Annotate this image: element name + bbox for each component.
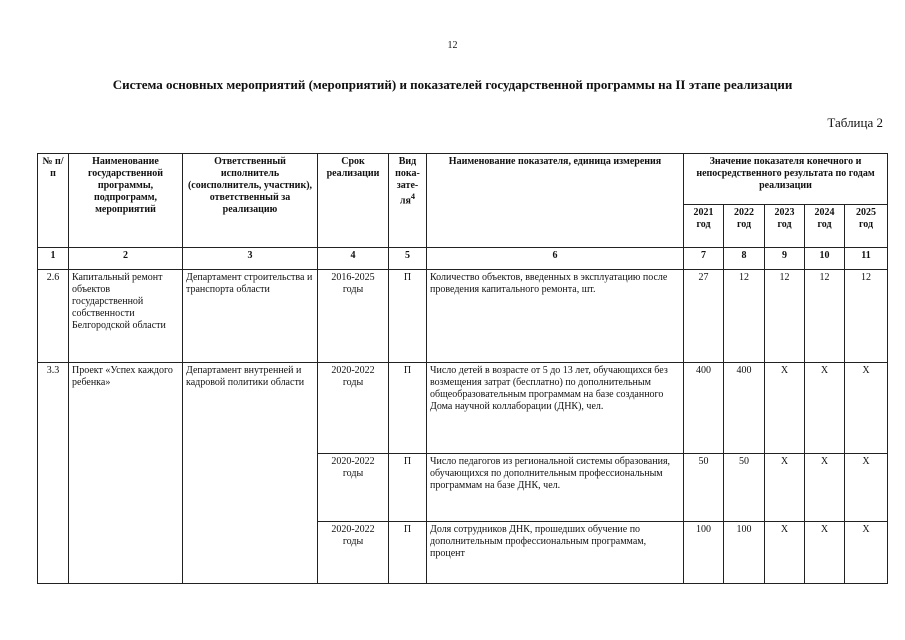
row-term: 2016-2025 годы — [318, 270, 389, 363]
row-value-2023: Х — [765, 522, 805, 584]
row-type: П — [389, 363, 427, 454]
row-value-2024: Х — [805, 522, 845, 584]
row-indicator: Число детей в возрасте от 5 до 13 лет, обучающихся без возмещения затрат (бесплатно) по дополнительным общеобразовательным программам на базе созданного Дома научной коллаборации (ДНК), чел. — [427, 363, 684, 454]
table-row — [38, 270, 888, 363]
table-label: Таблица 2 — [827, 115, 883, 130]
header-values-group: Значение показателя конечного и непосредственного результата по годам реализации — [684, 154, 888, 205]
header-indicator: Наименование показателя, единица измерения — [427, 154, 684, 248]
col-number: 11 — [845, 248, 888, 270]
row-type: П — [389, 522, 427, 584]
header-year-2021: 2021 год — [684, 205, 724, 248]
row-value-2025: Х — [845, 522, 888, 584]
col-number: 9 — [765, 248, 805, 270]
col-number: 1 — [38, 248, 69, 270]
header-executor: Ответственный исполнитель (соисполнитель, участник), ответственный за реализацию — [183, 154, 318, 248]
row-value-2024: Х — [805, 363, 845, 454]
row-value-2021: 27 — [684, 270, 724, 363]
document-title: Система основных мероприятий (мероприятий) и показателей государственной программы на II этапе реализации — [112, 77, 793, 92]
indicators-table — [37, 153, 888, 584]
col-number: 3 — [183, 248, 318, 270]
col-number: 2 — [69, 248, 183, 270]
row-term: 2020-2022 годы — [318, 522, 389, 584]
row-value-2021: 100 — [684, 522, 724, 584]
row-value-2025: 12 — [845, 270, 888, 363]
header-type-footnote: 4 — [410, 192, 416, 201]
row-value-2022: 12 — [724, 270, 765, 363]
row-value-2025: Х — [845, 454, 888, 522]
row-value-2024: 12 — [805, 270, 845, 363]
row-name: Проект «Успех каждого ребенка» — [69, 363, 183, 584]
row-indicator: Доля сотрудников ДНК, прошедших обучение по дополнительным профессиональным программам, процент — [427, 522, 684, 584]
header-year-2025: 2025 год — [845, 205, 888, 248]
row-value-2023: Х — [765, 363, 805, 454]
row-value-2023: 12 — [765, 270, 805, 363]
header-name: Наименование государственной программы, подпрограмм, мероприятий — [69, 154, 183, 248]
col-number: 10 — [805, 248, 845, 270]
row-indicator: Количество объектов, введенных в эксплуатацию после проведения капитального ремонта, шт. — [427, 270, 684, 363]
header-type — [389, 154, 427, 248]
row-term: 2020-2022 годы — [318, 454, 389, 522]
row-executor: Департамент внутренней и кадровой политики области — [183, 363, 318, 584]
row-indicator: Число педагогов из региональной системы образования, обучающихся по дополнительным профессиональным программам на базе ДНК, чел. — [427, 454, 684, 522]
header-year-2023: 2023 год — [765, 205, 805, 248]
row-name: Капитальный ремонт объектов государственной собственности Белгородской области — [69, 270, 183, 363]
col-number: 5 — [389, 248, 427, 270]
col-number: 4 — [318, 248, 389, 270]
row-term: 2020-2022 годы — [318, 363, 389, 454]
row-type: П — [389, 270, 427, 363]
row-executor: Департамент строительства и транспорта области — [183, 270, 318, 363]
col-number: 6 — [427, 248, 684, 270]
row-value-2021: 50 — [684, 454, 724, 522]
header-year-2022: 2022 год — [724, 205, 765, 248]
row-num: 3.3 — [38, 363, 69, 584]
col-number: 8 — [724, 248, 765, 270]
row-value-2023: Х — [765, 454, 805, 522]
page-number: 12 — [447, 40, 458, 51]
row-value-2021: 400 — [684, 363, 724, 454]
header-term: Срок реализации — [318, 154, 389, 248]
row-value-2022: 400 — [724, 363, 765, 454]
column-number-row — [38, 248, 888, 270]
header-type-text: Вид пока-зате-ля — [395, 156, 420, 207]
table-row — [38, 363, 888, 454]
header-num: № п/п — [38, 154, 69, 248]
row-value-2022: 50 — [724, 454, 765, 522]
row-value-2025: Х — [845, 363, 888, 454]
row-value-2024: Х — [805, 454, 845, 522]
row-value-2022: 100 — [724, 522, 765, 584]
header-row — [38, 154, 888, 205]
col-number: 7 — [684, 248, 724, 270]
row-num: 2.6 — [38, 270, 69, 363]
header-year-2024: 2024 год — [805, 205, 845, 248]
row-type: П — [389, 454, 427, 522]
